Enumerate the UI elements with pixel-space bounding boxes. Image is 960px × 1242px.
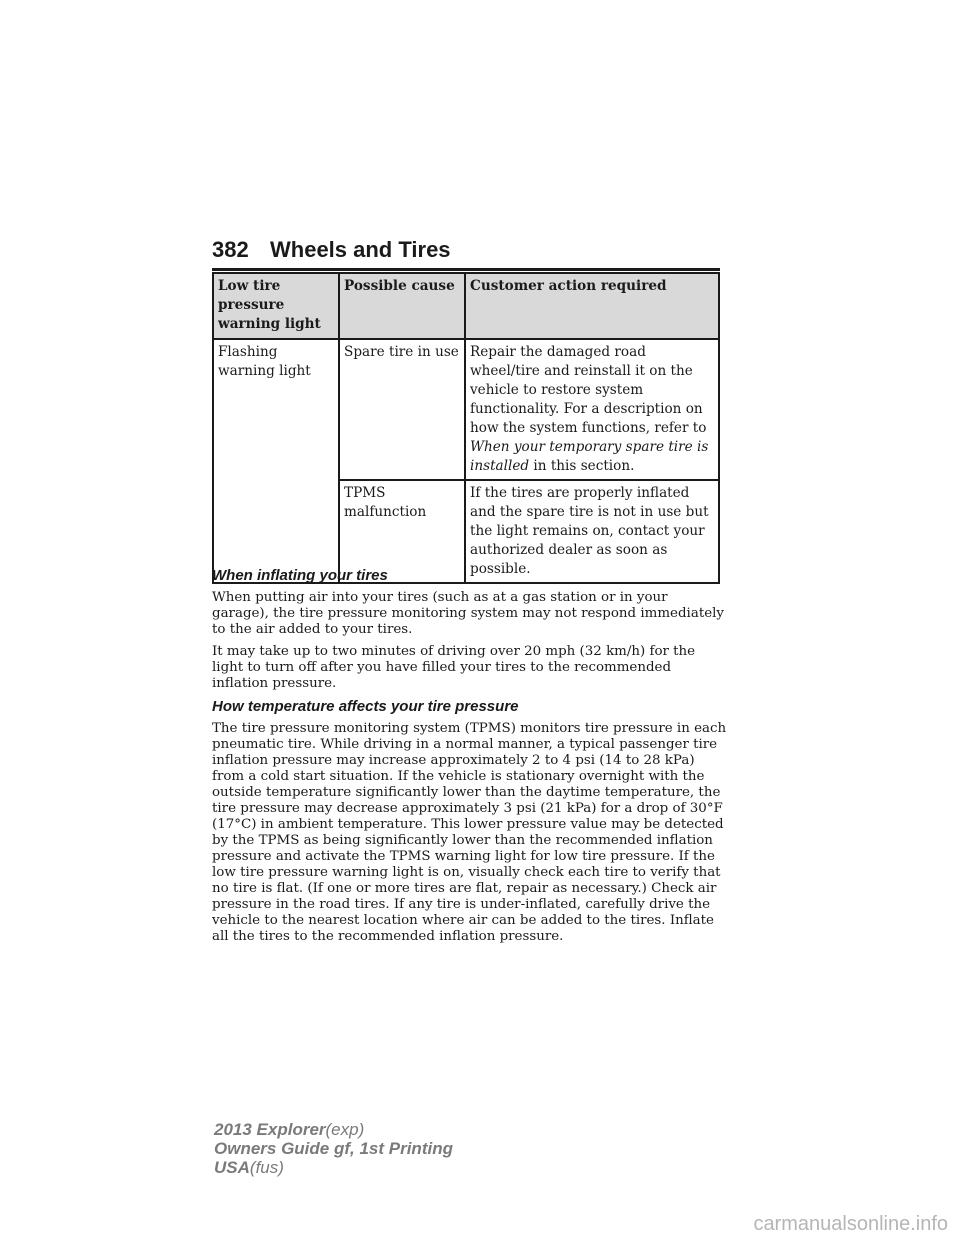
cell-tpms-malfunction-action: If the tires are properly inflated and the spare tire is not in use but the light remains on, contact your authorized dealer as soon as possible. [465, 480, 719, 583]
footer-line-1 [214, 1120, 453, 1139]
footer-model-code: (exp) [325, 1120, 365, 1139]
footer-market-code: (fus) [249, 1158, 284, 1177]
body-content [212, 567, 727, 951]
header-possible-cause: Possible cause [339, 273, 465, 339]
cross-reference-link[interactable]: When your temporary spare tire is installed [470, 439, 709, 474]
cell-spare-tire-action [465, 339, 719, 480]
table-row [213, 339, 719, 480]
paragraph-temperature: The tire pressure monitoring system (TPMS) monitors tire pressure in each pneumatic tire. While driving in a normal manner, a typical passenger tire inflation pressure may increase approximately 2 to 4 psi (14 to 28 kPa) from a cold start situation. If the vehicle is stationary overnight with the outside temperature significantly lower than the daytime temperature, the tire pressure may decrease approximately 3 psi (21 kPa) for a drop of 30°F (17°C) in ambient temperature. This lower pressure value may be detected by the TPMS as being significantly lower than the recommended inflation pressure and activate the TPMS warning light for low tire pressure. If the low tire pressure warning light is on, visually check each tire to verify that no tire is flat. (If one or more tires are flat, repair as necessary.) Check air pressure in the road tires. If any tire is under-inflated, carefully drive the vehicle to the nearest location where air can be added to the tires. Inflate all the tires to the recommended inflation pressure. [212, 721, 727, 944]
page-number: 382 [212, 237, 249, 262]
footer-line-2: Owners Guide gf, 1st Printing [214, 1139, 453, 1158]
page-header [212, 228, 720, 271]
tpms-warning-table [212, 272, 720, 584]
action-text-end: in this section. [529, 458, 635, 474]
table-header-row [213, 273, 719, 339]
footer-line-3 [214, 1158, 453, 1177]
footer-market: USA [214, 1158, 250, 1177]
paragraph-inflating-2: It may take up to two minutes of driving over 20 mph (32 km/h) for the light to turn off after you have filled your tires to the recommended inflation pressure. [212, 644, 696, 691]
section-title: Wheels and Tires [270, 237, 451, 262]
heading-when-inflating: When inflating your tires [212, 567, 388, 584]
footer [214, 1120, 453, 1177]
heading-temperature: How temperature affects your tire pressure [212, 698, 519, 715]
watermark: carmanualsonline.info [753, 1213, 948, 1235]
header-customer-action-required: Customer action required [465, 273, 719, 339]
cell-flashing-warning-light: Flashing warning light [213, 339, 339, 583]
paragraph-inflating-1: When putting air into your tires (such as at a gas station or in your garage), the tire pressure monitoring system may not respond immediately to the air added to your tires. [212, 590, 724, 637]
cell-spare-tire-in-use: Spare tire in use [339, 339, 465, 480]
cell-tpms-malfunction: TPMS malfunction [339, 480, 465, 583]
action-text: Repair the damaged road wheel/tire and reinstall it on the vehicle to restore system functionality. For a description on how the system functions, refer to [470, 344, 707, 436]
footer-model: 2013 Explorer [214, 1120, 326, 1139]
header-low-tire-pressure-warning-light: Low tire pressure warning light [213, 273, 339, 339]
